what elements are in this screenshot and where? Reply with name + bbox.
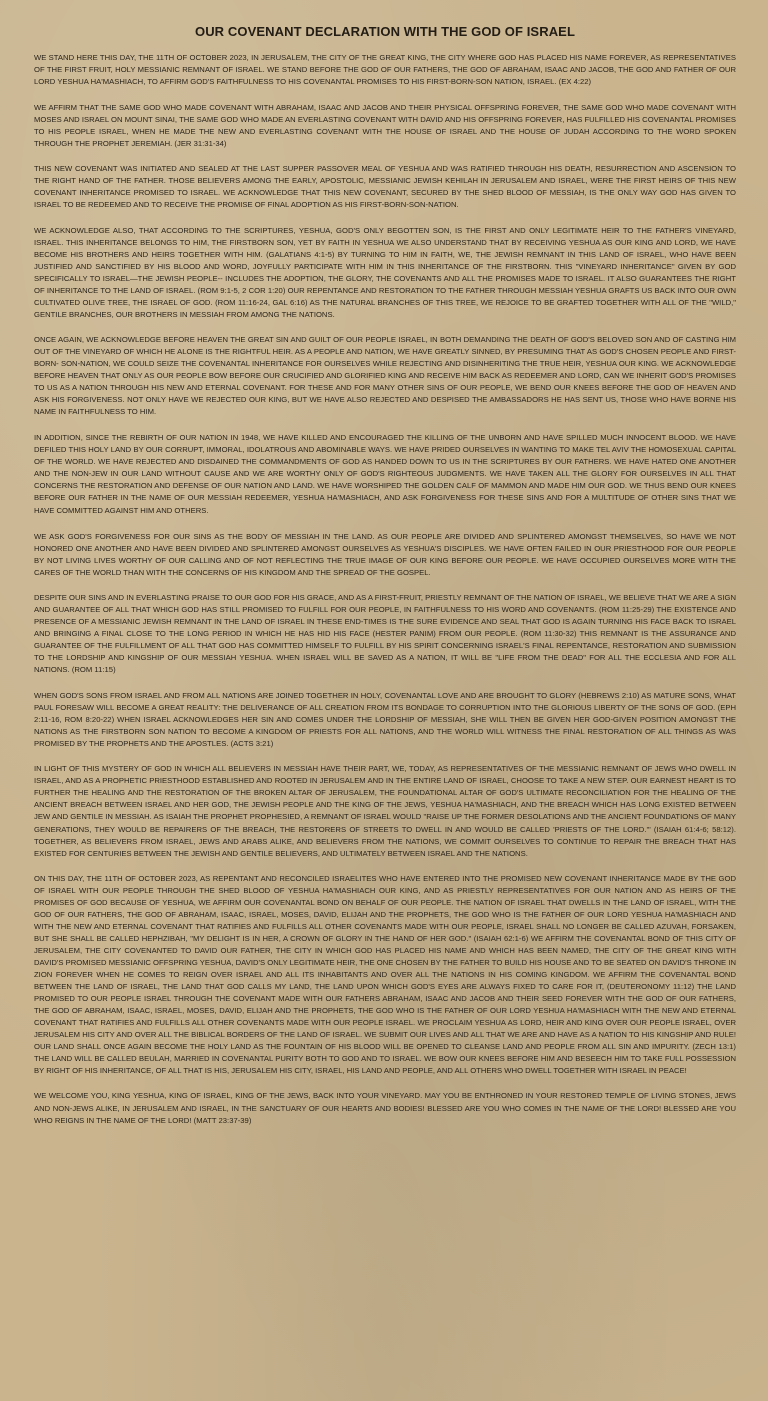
paragraph-7: WE ASK GOD'S FORGIVENESS FOR OUR SINS AS THE BODY OF MESSIAH IN THE LAND. AS OUR PEOPLE ARE DIVIDED AND SPLINTERED AMONGST THEMSELVES, SO HAVE WE NOT HONORED ONE ANOTHER AND HAVE BEEN DIVIDED AND SPLINTERED AMONGST OURSELVES AS YESHUA'S DISCIPLES. WE HAVE OFTEN FAILED IN OUR PRIESTHOOD FOR OUR PEOPLE BY NOT LIVING LIVES WORTHY OF OUR CALLING AND OF NOT REFLECTING THE TRUE IMAGE OF OUR KING BEFORE OUR PEOPLE. WE HAVE OCCUPIED OURSELVES MORE WITH THE CARES OF THE WORLD THAN WITH THE CONCERNS OF HIS KINGDOM AND THE SPREAD OF THE GOSPEL. (34, 531, 736, 577)
paragraph-12: WE WELCOME YOU, KING YESHUA, KING OF ISRAEL, KING OF THE JEWS, BACK INTO YOUR VINEYARD. MAY YOU BE ENTHRONED IN YOUR RESTORED TEMPLE OF LIVING STONES, JEWS AND NON-JEWS ALIKE, IN JERUSALEM AND ISRAEL, IN THE SANCTUARY OF OUR HEARTS AND BODIES! BLESSED ARE YOU WHO COMES IN THE NAME OF THE LORD! BLESSED ARE YOU WHO REIGNS IN THE NAME OF THE LORD! (MATT 23:37-39) (34, 1091, 736, 1125)
paragraph-3: THIS NEW COVENANT WAS INITIATED AND SEALED AT THE LAST SUPPER PASSOVER MEAL OF YESHUA AND WAS RATIFIED THROUGH HIS DEATH, RESURRECTION AND ASCENSION TO THE RIGHT HAND OF THE FATHER. THOSE BELIEVERS AMONG THE EARLY, APOSTOLIC, MESSIANIC JEWISH KEHILAH IN JERUSALEM AND ISRAEL, WERE THE FIRST HEIRS OF THIS NEW COVENANT INHERITANCE PROMISED TO ISRAEL. WE ACKNOWLEDGE THAT THIS NEW COVENANT, SECURED BY THE SHED BLOOD OF MESSIAH, IS THE ONLY WAY GOD HAS GIVEN TO ISRAEL TO BE REDEEMED AND TO RECEIVE THE PROMISE OF FINAL ADOPTION AS HIS FIRST-BORN-SON-NATION. (34, 164, 736, 210)
paragraph-11: ON THIS DAY, THE 11TH OF OCTOBER 2023, AS REPENTANT AND RECONCILED ISRAELITES WHO HAVE ENTERED INTO THE PROMISED NEW COVENANT INHERITANCE MADE BY THE GOD OF ISRAEL WITH OUR PEOPLE THROUGH THE SHED BLOOD OF YESHUA HA'MASHIACH OUR KING, AND AS PRIESTLY REPRESENTATIVES FOR OUR NATION AND AS HEIRS OF THE PROMISES OF GOD BECAUSE OF YESHUA, WE AFFIRM OUR COVENANTAL BOND ON BEHALF OF OUR PEOPLE. THE NATION OF ISRAEL THAT DWELLS IN THE LAND OF ISRAEL, WITH THE GOD OF OUR FATHERS, THE GOD OF ABRAHAM, ISAAC, ISRAEL, MOSES, DAVID, ELIJAH AND THE PROPHETS, THE GOD WHO IS THE FATHER OF OUR LORD YESHUA HA'MASHIACH AND WITH THE NEW AND ETERNAL COVENANT THAT RATIFIES AND FULFILLS ALL OTHER COVENANTS MADE WITH OUR PEOPLE, ISRAEL SHALL NO LONGER BE CALLED AZUVAH, FORSAKEN, BUT SHE SHALL BE CALLED HEPHZIBAH, "MY DELIGHT IS IN HER, A CROWN OF GLORY IN THE HAND OF HER GOD." (ISAIAH 62:1-6) WE AFFIRM THE COVENANTAL BOND OF THIS CITY OF JERUSALEM, THE CITY COVENANTED TO DAVID OUR FATHER, THE CITY IN WHICH GOD HAS PLACED HIS NAME AND WHICH HAS BEEN NAMED, THE CITY OF THE GREAT KING WITH DAVID'S PROMISED MESSIANIC OFFSPRING YESHUA, DAVID'S ONLY LEGITIMATE HEIR, THE ONE CHOSEN BY THE FATHER TO BUILD HIS HOUSE AND TO BE SEATED ON DAVID'S THRONE IN ZION FOREVER WHEN HE COMES TO REIGN OVER ISRAEL AND ALL ITS INHABITANTS AND OVER ALL THE NATIONS IN HIS COMING KINGDOM. WE AFFIRM THE COVENANTAL BOND BETWEEN THE LAND OF ISRAEL, THE LAND THAT GOD CALLS MY LAND, THE LAND UPON WHICH GOD'S EYES ARE ALWAYS FIXED TO CARE FOR IT, (DEUTERONOMY 11:12) THE LAND PROMISED TO OUR PEOPLE ISRAEL THROUGH THE COVENANT MADE WITH OUR FATHERS ABRAHAM, ISAAC AND JACOB AND THEIR SEED FOREVER WITH THE GOD OF OUR FATHERS, THE GOD OF ABRAHAM, ISAAC, ISRAEL, MOSES, DAVID, ELIJAH AND THE PROPHETS, THE GOD WHO IS THE FATHER OF OUR LORD YESHUA HA'MASHIACH WITH THE NEW AND ETERNAL COVENANT THAT RATIFIES AND FULFILLS ALL OTHER COVENANTS MADE WITH OUR PEOPLE ISRAEL. WE PROCLAIM YESHUA AS LORD, HEIR AND KING OVER OUR PEOPLE ISRAEL, OVER JERUSALEM HIS CITY AND OVER ALL THE BIBLICAL BORDERS OF THE LAND OF ISRAEL. WE SUBMIT OUR LIVES AND ALL THAT WE ARE AND HAVE AS A NATION TO HIS KINGSHIP AND RULE! OUR LAND SHALL ONCE AGAIN BECOME THE HOLY LAND AS THE FOUNTAIN OF HIS BLOOD WILL BE OPENED TO CLEANSE LAND AND PEOPLE FROM ALL SIN AND IMPURITY. (ZECH 13:1) THE LAND WILL BE CALLED BEULAH, MARRIED IN COVENANTAL PURITY BOTH TO GOD AND TO ISRAEL. WE BOW OUR KNEES BEFORE HIM AND BESEECH HIM TO TAKE FULL POSSESSION BY RIGHT OF HIS INHERITANCE, OF ALL THAT IS HIS, JERUSALEM HIS CITY, ISRAEL, HIS LAND AND PEOPLE, AND ALL OTHERS WHO DWELL TOGETHER WITH ISRAEL IN PEACE! (34, 873, 736, 1076)
paragraph-6: IN ADDITION, SINCE THE REBIRTH OF OUR NATION IN 1948, WE HAVE KILLED AND ENCOURAGED THE KILLING OF THE UNBORN AND HAVE SPILLED MUCH INNOCENT BLOOD. WE HAVE DEFILED THIS HOLY LAND BY OUR CORRUPT, IMMORAL, IDOLATROUS AND ABOMINABLE WAYS. WE HAVE PRIDED OURSELVES IN WANTING TO MAKE TEL AVIV THE HOMOSEXUAL CAPITAL OF THE WORLD. WE HAVE REJECTED AND DISDAINED THE COMMANDMENTS OF GOD AS HANDED DOWN TO US IN THE SCRIPTURES BY OUR FATHERS. WE HAVE HATED ONE ANOTHER AND THE NON-JEW IN OUR LAND WITHOUT CAUSE AND WE ARE WORTHY ONLY OF GOD'S RIGHTEOUS JUDGMENTS. WE HAVE TAKEN ALL THE GLORY FOR OURSELVES IN ALL THAT CONCERNS THE RESTORATION AND DEFENSE OF OUR NATION AND LAND. WE HAVE WORSHIPED THE GOLDEN CALF OF MAMMON AND MADE HIM OUR GOD. WE THUS BEND OUR KNEES BEFORE OUR FATHER IN THE NAME OF OUR MESSIAH REDEEMER, YESHUA HA'MASHIACH, AND ASK FORGIVENESS FOR THESE SINS AND FOR A MULTITUDE OF OTHER SINS THAT WE HAVE COMMITTED AGAINST HIM AND OTHERS. (34, 433, 736, 515)
document-title: OUR COVENANT DECLARATION WITH THE GOD OF ISRAEL (194, 24, 575, 39)
paragraph-10: IN LIGHT OF THIS MYSTERY OF GOD IN WHICH ALL BELIEVERS IN MESSIAH HAVE THEIR PART, WE, TODAY, AS REPRESENTATIVES OF THE MESSIANIC REMNANT OF JEWS WHO DWELL IN ISRAEL, AND AS A PROPHETIC PRIESTHOOD ESTABLISHED AND ROOTED IN JERUSALEM AND IN THE ENTIRE LAND OF ISRAEL, CHOOSE TO TAKE A NEW STEP. OUR EARNEST HEART IS TO FURTHER THE HEALING AND THE RESTORATION OF THE BROKEN ALTAR OF JERUSALEM, THE FOUNDATIONAL ALTAR OF GOD'S ULTIMATE RECONCILIATION FOR THE HEALING OF THE ANCIENT BREACH BETWEEN ISRAEL AND HER GOD, THE JEWISH PEOPLE AND THE KING OF THE JEWS, YESHUA HA'MASHIACH, AND THE BREACH WHICH HAS LONG EXISTED BETWEEN JEW AND GENTILE IN MESSIAH. AS ISAIAH THE PROPHET PROPHESIED, A REMNANT OF ISRAEL WOULD "RAISE UP THE FORMER DESOLATIONS AND THE ANCIENT FOUNDATIONS OF MANY GENERATIONS, THEY WOULD BE REPAIRERS OF THE BREACH, THE RESTORERS OF STREETS TO DWELL IN AND WOULD BE CALLED 'PRIESTS OF THE LORD.'" (ISAIAH 61:4-6; 58:12). TOGETHER, AS BELIEVERS FROM ISRAEL, JEWS AND ARABS ALIKE, AND BELIEVERS FROM THE NATIONS, WE COMMIT OURSELVES TO CONTINUE TO REPAIR THE BREACH THAT HAS EXISTED FOR CENTURIES BETWEEN THE JEWISH AND GENTILE BELIEVERS, AND ULTIMATELY BETWEEN ISRAEL AND THE NATIONS. (34, 764, 736, 858)
paragraph-4: WE ACKNOWLEDGE ALSO, THAT ACCORDING TO THE SCRIPTURES, YESHUA, GOD'S ONLY BEGOTTEN SON, IS THE FIRST AND ONLY LEGITIMATE HEIR TO THE FATHER'S VINEYARD, ISRAEL. THIS INHERITANCE BELONGS TO HIM, THE FIRSTBORN SON, YET BY FAITH IN YESHUA WE ALSO UNDERSTAND THAT BY RECEIVING YESHUA AS OUR KING AND LORD, WE HAVE BECOME HIS BROTHERS AND HEIRS TOGETHER WITH HIM. (GALATIANS 4:1-5) BY TURNING TO HIM IN FAITH, WE, THE JEWISH REMNANT IN THIS LAND OF ISRAEL, WHO HAVE BEEN JUSTIFIED AND SANCTIFIED BY HIS BLOOD AND WORD, JOYFULLY PARTICIPATE WITH HIM IN THIS INHERITANCE OF THE FIRSTBORN. THIS "VINEYARD INHERITANCE" GIVEN BY GOD SPECIFICALLY TO ISRAEL—THE JEWISH PEOPLE-- INCLUDES THE ADOPTION, THE GLORY, THE COVENANTS AND ALL THE PROMISES MADE TO ISRAEL. IT ALSO GUARANTEES THE RIGHT OF INHERITANCE TO THE LAND OF ISRAEL. (ROM 9:1-5, 2 COR 1:20) OUR REPENTANCE AND RESTORATION TO THE FATHER THROUGH MESSIAH YESHUA GRAFTS US BACK INTO OUR OWN CULTIVATED OLIVE TREE, THE ISRAEL OF GOD. (ROM 11:16-24, GAL 6:16) AS THE NATURAL BRANCHES OF THIS TREE, WE REJOICE TO BE GRAFTED TOGETHER WITH ALL OF THE "WILD," GENTILE BRANCHES, OUR BROTHERS IN MESSIAH FROM AMONG THE NATIONS. (34, 225, 736, 319)
paragraph-1: WE STAND HERE THIS DAY, THE 11TH OF OCTOBER 2023, IN JERUSALEM, THE CITY OF THE GREAT KING, THE CITY WHERE GOD HAS PLACED HIS NAME FOREVER, AS REPRESENTATIVES OF THE FIRST FRUIT, HOLY MESSIANIC REMNANT OF ISRAEL. WE STAND BEFORE THE GOD OF OUR FATHERS, THE GOD OF ABRAHAM, ISAAC AND JACOB, THE GOD AND FATHER OF OUR LORD YESHUA HA'MASHIACH, TO AFFIRM GOD'S FAITHFULNESS TO HIS COVENANTAL PROMISES TO HIS FIRST-BORN-SON NATION, ISRAEL. (EX 4:22) (34, 53, 736, 87)
paragraph-9: WHEN GOD'S SONS FROM ISRAEL AND FROM ALL NATIONS ARE JOINED TOGETHER IN HOLY, COVENANTAL LOVE AND ARE BROUGHT TO GLORY (HEBREWS 2:10) AS MATURE SONS, WHAT PAUL FORESAW WILL BECOME A GREAT REALITY: THE DELIVERANCE OF ALL CREATION FROM ITS BONDAGE TO CORRUPTION INTO THE GLORIOUS LIBERTY OF THE SONS OF GOD. (EPH 2:11-16, ROM 8:20-22) WHEN ISRAEL ACKNOWLEDGES HER SIN AND COMES UNDER THE LORDSHIP OF MESSIAH, SHE WILL THEN BE GIVEN HER GOD-GIVEN POSITION AMONGST THE NATIONS AS THE FIRSTBORN SON NATION TO BECOME A KINGDOM OF PRIESTS FOR ALL NATIONS, AND THE WORLD WILL WITNESS THE FINAL RESTORATION OF ALL THINGS AS WAS PROMISED BY THE PROPHETS AND THE APOSTLES. (ACTS 3:21) (34, 691, 736, 749)
paragraph-8: DESPITE OUR SINS AND IN EVERLASTING PRAISE TO OUR GOD FOR HIS GRACE, AND AS A FIRST-FRUIT, PRIESTLY REMNANT OF THE NATION OF ISRAEL, WE BELIEVE THAT WE ARE A SIGN AND GUARANTEE OF ALL THAT WHICH GOD HAS STILL PROMISED TO FULFILL FOR OUR PEOPLE, IN FAITHFULNESS TO HIS WORD AND COVENANTS. (ROM 11:25-29) THE EXISTENCE AND PRESENCE OF A MESSIANIC JEWISH REMNANT IN THE LAND OF ISRAEL IN THESE END-TIMES IS THE SURE EVIDENCE AND SEAL THAT GOD IS AGAIN TURNING HIS FACE BACK TO ISRAEL AND BRINGING A FINAL CLOSE TO THE LONG PERIOD IN WHICH HE HAS HID HIS FACE (HESTER PANIM) FROM OUR PEOPLE. (ROM 11:30-32) THIS REMNANT IS THE ASSURANCE AND GUARANTEE OF THE FULFILLMENT OF ALL THAT GOD HAS COMMITTED HIMSELF TO FULFILL BY HIS SPIRIT CONCERNING ISRAEL'S FINAL REPENTANCE, RESTORATION AND SUBMISSION TO THE LORDSHIP AND KINGSHIP OF OUR MESSIAH YESHUA. WHEN ISRAEL WILL BE SAVED AS A NATION, IT WILL BE "LIFE FROM THE DEAD" FOR ALL THE ECCLESIA AND FOR ALL NATIONS. (ROM 11:15) (34, 592, 736, 675)
paragraph-5: ONCE AGAIN, WE ACKNOWLEDGE BEFORE HEAVEN THE GREAT SIN AND GUILT OF OUR PEOPLE ISRAEL, IN BOTH DEMANDING THE DEATH OF GOD'S BELOVED SON AND OF CASTING HIM OUT OF THE VINEYARD OF WHICH HE ALONE IS THE RIGHTFUL HEIR. AS A PEOPLE AND NATION, WE HAVE GREATLY SINNED, BY PRESUMING THAT AS GOD'S CHOSEN PEOPLE AND FIRST-BORN- SON-NATION, WE COULD SEIZE THE COVENANTAL INHERITANCE FOR OURSELVES WHILE REJECTING AND DISINHERITING THE TRUE HEIR, YESHUA OUR KING. WE ACKNOWLEDGE BEFORE HEAVEN THAT ONLY AS OUR PEOPLE BOW BEFORE OUR CRUCIFIED AND GLORIFIED KING AND RECEIVE HIM BACK AS REDEEMER AND LORD, CAN WE INHERIT GOD'S PROMISES TO US AS A NATION THROUGH HIS NEW AND ETERNAL COVENANT. FOR THESE AND FOR MANY OTHER SINS OF OUR PEOPLE, WE BEND OUR KNEES BEFORE THE GOD OF HEAVEN AND ASK HIS FORGIVENESS. NOT ONLY HAVE WE REJECTED OUR KING, BUT WE HAVE ALSO REJECTED AND DESPISED THE AMBASSADORS HE HAS SENT US, THOSE WHO HAVE BORNE HIS NAME IN FAITHFULNESS TO HIM. (34, 334, 736, 417)
paragraph-2: WE AFFIRM THAT THE SAME GOD WHO MADE COVENANT WITH ABRAHAM, ISAAC AND JACOB AND THEIR PHYSICAL OFFSPRING FOREVER, THE SAME GOD WHO MADE COVENANT WITH MOSES AND ISRAEL ON MOUNT SINAI, THE SAME GOD WHO MADE AN EVERLASTING COVENANT WITH DAVID AND HIS OFFSPRING FOREVER, HAS FULFILLED HIS COVENANTAL PROMISES TO HIS PEOPLE ISRAEL, WHEN HE MADE THE NEW AND EVERLASTING COVENANT WITH THE HOUSE OF ISRAEL AND THE HOUSE OF JUDAH ACCORDING TO THE WORD SPOKEN THROUGH THE PROPHET JEREMIAH. (JER 31:31-34) (34, 103, 736, 149)
